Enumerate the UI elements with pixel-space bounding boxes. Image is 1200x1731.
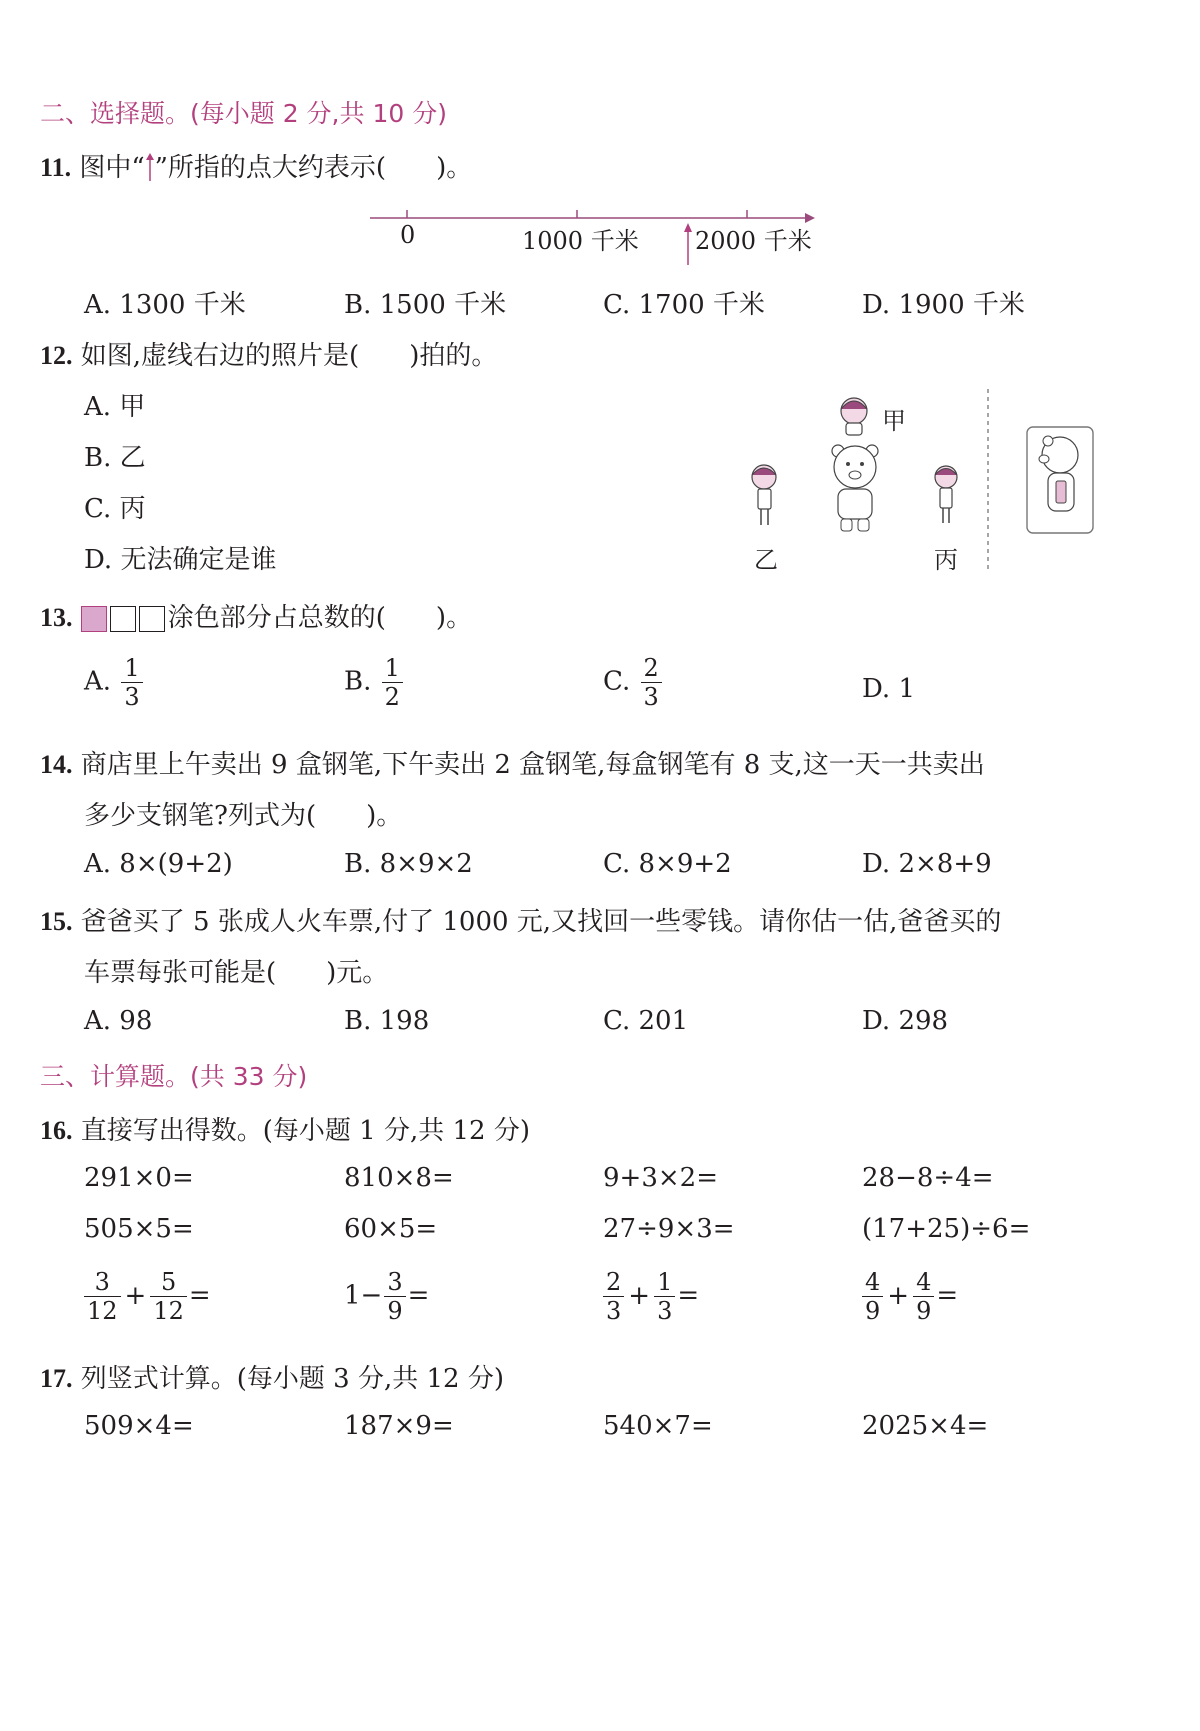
option-letter: A. [84, 666, 112, 697]
option-c[interactable]: C. 8×9+2 [603, 849, 732, 879]
question-16 [40, 1110, 530, 1147]
question-text: 商店里上午卖出 9 盒钢笔,下午卖出 2 盒钢笔,每盒钢笔有 8 支,这一天一共卖出 [80, 750, 985, 780]
option-d[interactable] [862, 674, 915, 704]
numerator: 3 [387, 1268, 403, 1296]
question-text: 图中“ [79, 153, 145, 183]
calc-item-fraction [601, 1270, 699, 1323]
section-title-choice: 二、选择题。(每小题 2 分,共 10 分) [40, 99, 447, 128]
equals-sign: = [407, 1280, 430, 1311]
blank-square [110, 606, 136, 632]
question-text: )。 [436, 153, 473, 183]
question-text: 涂色部分占总数的( [167, 603, 386, 633]
option-d[interactable]: D. 2×8+9 [862, 849, 992, 879]
numerator: 3 [94, 1268, 110, 1296]
option-value: 1 [898, 674, 915, 704]
question-number: 14. [40, 750, 73, 779]
calc-item: 27÷9×3= [603, 1214, 735, 1244]
question-text: )。 [366, 801, 403, 831]
option-c[interactable]: C. 1700 千米 [603, 290, 765, 320]
calc-item: 505×5= [84, 1214, 194, 1244]
calc-item: 810×8= [344, 1163, 454, 1193]
question-number: 16. [40, 1116, 73, 1145]
question-text: )。 [435, 603, 473, 633]
option-letter: B. [344, 666, 372, 697]
calc-item: 9+3×2= [603, 1163, 718, 1193]
denominator: 3 [603, 1296, 624, 1323]
option-a[interactable]: A. 甲 [84, 392, 146, 422]
calc-item: 60×5= [344, 1214, 438, 1244]
calc-item: 509×4= [84, 1411, 194, 1441]
question-text: 直接写出得数。(每小题 1 分,共 12 分) [80, 1116, 531, 1146]
fraction [84, 1270, 121, 1323]
question-13 [40, 597, 472, 634]
question-17 [40, 1358, 504, 1395]
question-12 [40, 335, 497, 372]
option-b[interactable]: B. 乙 [84, 443, 146, 473]
option-b[interactable]: B. 1500 千米 [344, 290, 507, 320]
option-c[interactable] [603, 656, 664, 709]
question-text: 车票每张可能是( [84, 958, 277, 988]
question-text: )拍的。 [409, 341, 498, 371]
calc-item-fraction [344, 1270, 429, 1323]
question-number: 13. [40, 603, 73, 632]
numerator: 1 [657, 1268, 673, 1296]
question-text: ”所指的点大约表示( [154, 153, 387, 183]
question-text: 爸爸买了 5 张成人火车票,付了 1000 元,又找回一些零钱。请你估一估,爸爸买的 [80, 907, 1002, 937]
boy-figure-yi [752, 465, 776, 525]
fraction [382, 656, 403, 709]
numerator: 4 [916, 1268, 932, 1296]
operator: + [628, 1280, 651, 1311]
question-14-line2 [84, 795, 402, 832]
numerator: 1 [384, 654, 400, 682]
tick-label: 2000 千米 [695, 227, 812, 255]
option-b[interactable]: B. 8×9×2 [344, 849, 473, 879]
label-yi: 乙 [754, 546, 778, 574]
equals-sign: = [677, 1280, 700, 1311]
numerator: 4 [865, 1268, 881, 1296]
option-d[interactable]: D. 1900 千米 [862, 290, 1025, 320]
calc-item: 291×0= [84, 1163, 194, 1193]
option-a[interactable]: A. 1300 千米 [84, 290, 246, 320]
denominator: 12 [150, 1296, 187, 1323]
tick-label: 0 [400, 221, 416, 249]
label-jia: 甲 [882, 407, 906, 435]
option-d[interactable]: D. 298 [862, 1006, 949, 1036]
option-letter: C. [603, 666, 631, 697]
numerator: 5 [160, 1268, 177, 1296]
fraction [654, 1270, 675, 1323]
question-number: 12. [40, 341, 73, 370]
fraction [121, 656, 142, 709]
question-15-line2 [84, 952, 388, 989]
children-illustration [730, 385, 1110, 575]
question-14 [40, 744, 985, 781]
calc-item: (17+25)÷6= [862, 1214, 1031, 1244]
calc-item: 540×7= [603, 1411, 713, 1441]
photo-frame [1027, 427, 1093, 533]
denominator: 9 [913, 1296, 934, 1323]
shaded-square [81, 606, 107, 632]
fraction [603, 1270, 624, 1323]
boy-figure-bing [935, 466, 957, 523]
option-c[interactable]: C. 201 [603, 1006, 689, 1036]
fraction [862, 1270, 883, 1323]
denominator: 3 [121, 682, 142, 709]
denominator: 2 [382, 682, 403, 709]
option-letter: D. [862, 674, 891, 704]
denominator: 3 [654, 1296, 675, 1323]
calc-item: 187×9= [344, 1411, 454, 1441]
option-b[interactable] [344, 656, 405, 709]
option-a[interactable] [84, 656, 145, 709]
denominator: 12 [84, 1296, 121, 1323]
question-11 [40, 147, 472, 184]
question-number: 15. [40, 907, 73, 936]
denominator: 9 [862, 1296, 883, 1323]
question-text: )元。 [326, 958, 389, 988]
question-15 [40, 901, 1001, 938]
equals-sign: = [188, 1280, 211, 1311]
option-a[interactable]: A. 98 [84, 1006, 153, 1036]
section-title-calc: 三、计算题。(共 33 分) [40, 1062, 308, 1091]
fraction [150, 1270, 187, 1323]
calc-item-fraction [860, 1270, 958, 1323]
girl-figure-jia [841, 398, 867, 435]
calc-item-fraction [82, 1270, 211, 1323]
question-text: 多少支钢笔?列式为( [84, 801, 317, 831]
calc-item: 28−8÷4= [862, 1163, 994, 1193]
operator: + [887, 1280, 910, 1311]
fraction [641, 656, 662, 709]
denominator: 3 [641, 682, 662, 709]
fraction [384, 1270, 405, 1323]
operator: + [124, 1280, 147, 1311]
numerator: 1 [124, 654, 140, 682]
calc-item: 2025×4= [862, 1411, 989, 1441]
tick-label: 1000 千米 [522, 227, 639, 255]
fraction [913, 1270, 934, 1323]
leading-term: 1− [344, 1280, 383, 1311]
arrow-up-icon [145, 152, 155, 182]
label-bing: 丙 [934, 546, 958, 574]
numerator: 2 [606, 1268, 622, 1296]
equals-sign: = [936, 1280, 959, 1311]
numerator: 2 [643, 654, 659, 682]
option-d[interactable]: D. 无法确定是谁 [84, 545, 277, 575]
question-text: 列竖式计算。(每小题 3 分,共 12 分) [80, 1364, 505, 1394]
question-text: 如图,虚线右边的照片是( [80, 341, 360, 371]
option-b[interactable]: B. 198 [344, 1006, 430, 1036]
blank-square [139, 606, 165, 632]
option-c[interactable]: C. 丙 [84, 494, 146, 524]
question-number: 11. [40, 153, 72, 182]
option-a[interactable]: A. 8×(9+2) [84, 849, 233, 879]
denominator: 9 [384, 1296, 405, 1323]
question-number: 17. [40, 1364, 73, 1393]
bear-toy [832, 445, 878, 531]
